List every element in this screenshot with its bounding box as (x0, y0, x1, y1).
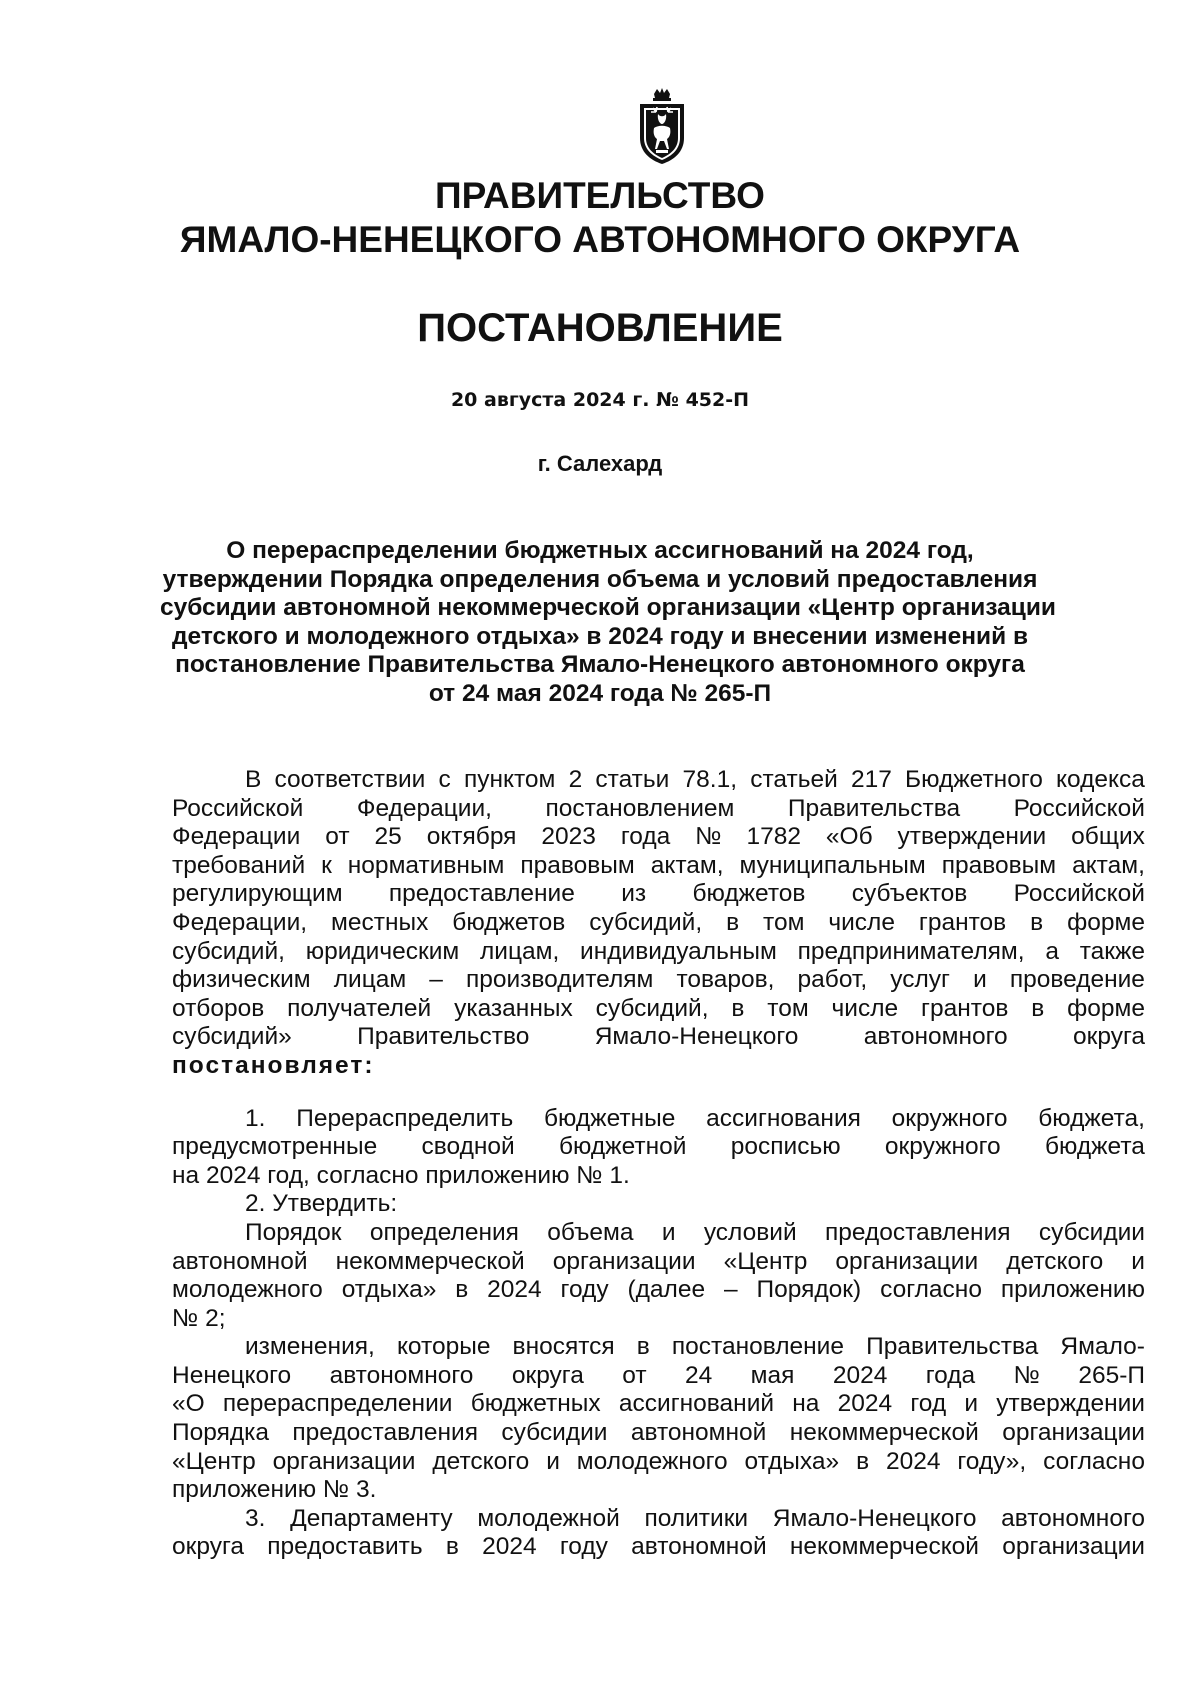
subject-line: от 24 мая 2024 года № 265-П (428, 679, 772, 707)
item1-line: 1. Перераспределить бюджетные ассигнования окружного бюджета, (245, 1104, 1145, 1132)
preamble-line: субсидий» Правительство Ямало-Ненецкого автономного округа (172, 1023, 1145, 1051)
preamble-line: физическим лицам – производителям товаров, работ, услуг и проведение (172, 966, 1145, 994)
item2b-line: приложению № 3. (172, 1476, 377, 1504)
subject-line: субсидии автономной некоммерческой организации «Центр организации (160, 594, 1056, 621)
item2b-line: Порядка предоставления субсидии автономной некоммерческой организации (172, 1419, 1145, 1447)
date-and-number: 20 августа 2024 г. № 452-П (450, 389, 750, 411)
preamble-line: регулирующим предоставление из бюджетов субъектов Российской (172, 880, 1145, 908)
government-title-line1: ПРАВИТЕЛЬСТВО (435, 175, 765, 216)
resolves-word: постановляет: (172, 1051, 375, 1079)
government-title-line2: ЯМАЛО-НЕНЕЦКОГО АВТОНОМНОГО ОКРУГА (179, 219, 1021, 260)
city-name: г. Салехард (537, 451, 663, 476)
preamble-line: Российской Федерации, постановлением Правительства Российской (172, 794, 1145, 822)
item1-line: предусмотренные сводной бюджетной росписью окружного бюджета (172, 1133, 1145, 1161)
item2a-line: Порядок определения объема и условий предоставления субсидии (245, 1218, 1145, 1246)
subject-line: детского и молодежного отдыха» в 2024 году и внесении изменений в (171, 622, 1029, 650)
preamble-line: требований к нормативным правовым актам, муниципальным правовым актам, (172, 851, 1145, 879)
item2b-line: «О перераспределении бюджетных ассигнований на 2024 год и утверждении (172, 1390, 1145, 1418)
item2a-line: молодежного отдыха» в 2024 году (далее – Порядок) согласно приложению (172, 1276, 1145, 1304)
item3-line: 3. Департаменту молодежной политики Ямало-Ненецкого автономного (245, 1504, 1145, 1532)
preamble-line: Федерации от 25 октября 2023 года № 1782 «Об утверждении общих (172, 823, 1145, 851)
preamble-line: отборов получателей указанных субсидий, в том числе грантов в форме (172, 994, 1145, 1022)
preamble-line: Федерации, местных бюджетов субсидий, в том числе грантов в форме (172, 908, 1145, 936)
item1-line: на 2024 год, согласно приложению № 1. (172, 1161, 630, 1189)
item2a-line: № 2; (172, 1304, 226, 1332)
document-type-title: ПОСТАНОВЛЕНИЕ (417, 306, 783, 350)
item2b-line: «Центр организации детского и молодежного отдыха» в 2024 году», согласно (172, 1447, 1145, 1475)
item3-line: округа предоставить в 2024 году автономной некоммерческой организации (172, 1533, 1145, 1561)
item2b-line: изменения, которые вносятся в постановление Правительства Ямало- (245, 1333, 1145, 1361)
preamble-line: В соответствии с пунктом 2 статьи 78.1, статьей 217 Бюджетного кодекса (245, 766, 1145, 793)
item2-title: 2. Утвердить: (245, 1190, 398, 1218)
item2b-line: Ненецкого автономного округа от 24 мая 2024 года № 265-П (172, 1361, 1145, 1389)
subject-line: О перераспределении бюджетных ассигнований на 2024 год, (226, 537, 974, 564)
subject-line: постановление Правительства Ямало-Ненецкого автономного округа (175, 651, 1025, 678)
document-subject (160, 537, 1056, 708)
item2a-line: автономной некоммерческой организации «Центр организации детского и (172, 1247, 1145, 1275)
preamble-line: субсидий, юридическим лицам, индивидуальным предпринимателям, а также (172, 937, 1145, 965)
document-body (172, 766, 1145, 1562)
subject-line: утверждении Порядка определения объема и условий предоставления (162, 565, 1038, 593)
coat-of-arms-icon (634, 88, 690, 168)
